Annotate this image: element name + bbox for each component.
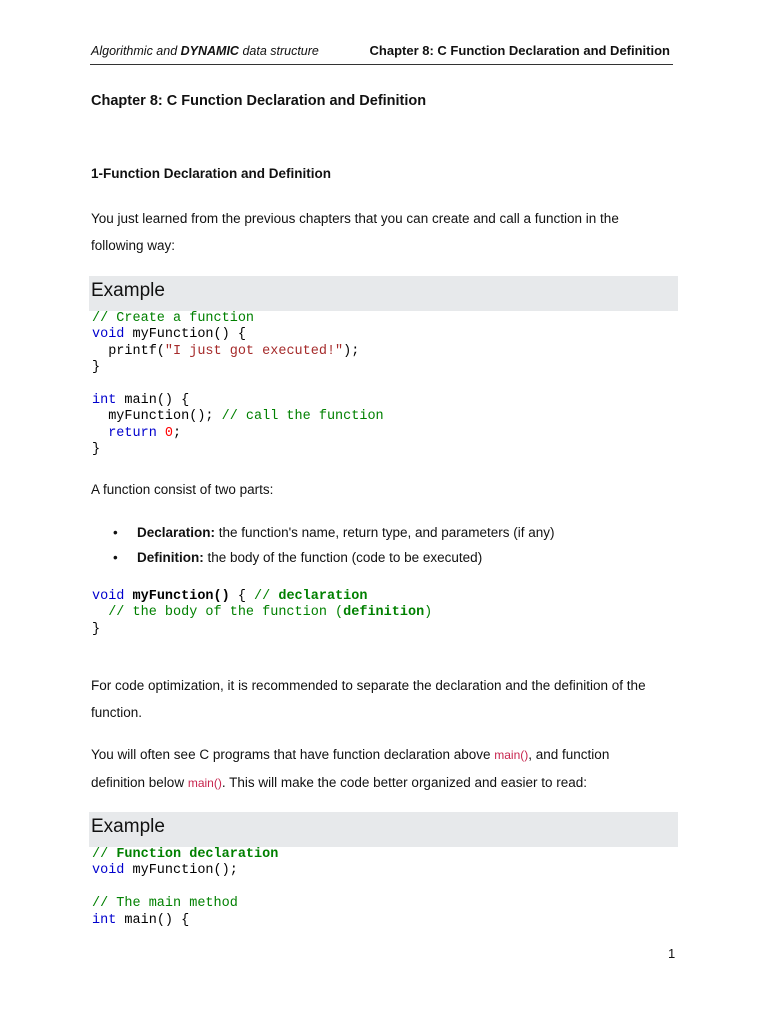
bullet-icon: • bbox=[113, 550, 118, 565]
example-heading-2: Example bbox=[89, 812, 678, 847]
code-block-3: // Function declaration void myFunction(); // The main method int main() { bbox=[92, 847, 279, 928]
page-number: 1 bbox=[668, 946, 676, 961]
inline-code: main() bbox=[187, 776, 222, 790]
page-header bbox=[90, 42, 673, 65]
parts-list bbox=[91, 520, 555, 570]
header-chapter-title: Chapter 8: C Function Declaration and Definition bbox=[369, 43, 670, 58]
code-block-1: // Create a function void myFunction() { printf("I just got executed!"); } int main() { myFunction(); // call the function return 0; } bbox=[92, 311, 384, 458]
organization-paragraph: You will often see C programs that have function declaration above main(), and function definition below main(). This will make the code better organized and easier to read: bbox=[91, 747, 610, 790]
inline-code: main() bbox=[494, 748, 529, 762]
list-item: • Declaration: the function's name, return type, and parameters (if any) bbox=[91, 520, 555, 545]
parts-intro: A function consist of two parts: bbox=[91, 482, 274, 497]
code-block-2: void myFunction() { // declaration // the body of the function (definition) } bbox=[92, 589, 433, 637]
header-book-title: Algorithmic and DYNAMIC data structure bbox=[91, 44, 319, 58]
chapter-title: Chapter 8: C Function Declaration and Definition bbox=[91, 93, 427, 109]
bullet-icon: • bbox=[113, 525, 118, 540]
intro-paragraph: You just learned from the previous chapters that you can create and call a function in the following way: bbox=[91, 211, 619, 253]
example-heading: Example bbox=[89, 276, 678, 311]
optimization-paragraph: For code optimization, it is recommended to separate the declaration and the definition of the function. bbox=[91, 678, 646, 720]
section-heading: 1-Function Declaration and Definition bbox=[91, 166, 332, 181]
list-item: • Definition: the body of the function (code to be executed) bbox=[91, 545, 555, 570]
